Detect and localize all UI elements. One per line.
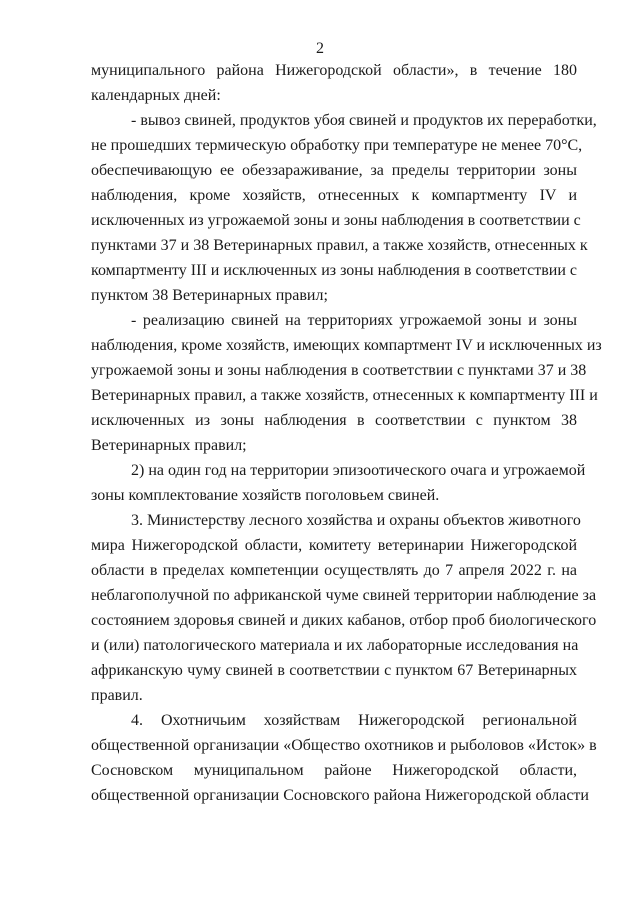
text-line: исключенных из зоны наблюдения в соответствии с пунктом 38	[91, 412, 577, 429]
text-line: календарных дней:	[91, 87, 221, 104]
text-line: - реализацию свиней на территориях угрожаемой зоны и зоны	[131, 312, 577, 329]
text-line: угрожаемой зоны и зоны наблюдения в соответствии с пунктами 37 и 38	[91, 362, 587, 379]
text-line: наблюдения, кроме хозяйств, имеющих компартмент IV и исключенных из	[91, 337, 602, 354]
text-line: состоянием здоровья свиней и диких кабанов, отбор проб биологического	[91, 612, 597, 629]
text-line: зоны комплектование хозяйств поголовьем свиней.	[91, 487, 440, 504]
text-line: неблагополучной по африканской чуме свиней территории наблюдение за	[91, 587, 597, 604]
text-line: мира Нижегородской области, комитету ветеринарии Нижегородской	[91, 537, 577, 554]
text-line: области в пределах компетенции осуществлять до 7 апреля 2022 г. на	[91, 562, 577, 579]
text-line: общественной организации «Общество охотников и рыболовов «Исток» в	[91, 737, 597, 754]
text-line: компартменту III и исключенных из зоны наблюдения в соответствии с	[91, 262, 577, 279]
text-line: - вывоз свиней, продуктов убоя свиней и продуктов их переработки,	[131, 112, 597, 129]
text-line: пунктами 37 и 38 Ветеринарных правил, а также хозяйств, отнесенных к	[91, 237, 588, 254]
text-line: муниципального района Нижегородской области», в течение 180	[91, 62, 577, 79]
text-line: пунктом 38 Ветеринарных правил;	[91, 287, 328, 304]
text-line: 2) на один год на территории эпизоотического очага и угрожаемой	[131, 462, 586, 479]
text-line: общественной организации Сосновского района Нижегородской области	[91, 787, 589, 804]
text-line: исключенных из угрожаемой зоны и зоны наблюдения в соответствии с	[91, 212, 581, 229]
page-number: 2	[316, 40, 324, 57]
text-line: африканскую чуму свиней в соответствии с пунктом 67 Ветеринарных	[91, 662, 577, 679]
text-line: 3. Министерству лесного хозяйства и охраны объектов животного	[131, 512, 581, 529]
text-line: Ветеринарных правил;	[91, 437, 247, 454]
text-line: наблюдения, кроме хозяйств, отнесенных к компартменту IV и	[91, 187, 577, 204]
text-line: Сосновском муниципальном районе Нижегородской области,	[91, 762, 577, 779]
text-line: не прошедших термическую обработку при температуре не менее 70°С,	[91, 137, 583, 154]
text-line: Ветеринарных правил, а также хозяйств, отнесенных к компартменту III и	[91, 387, 598, 404]
document-body	[91, 58, 602, 808]
text-line: обеспечивающую ее обеззараживание, за пределы территории зоны	[91, 162, 577, 179]
text-line: правил.	[91, 687, 143, 704]
text-line: 4. Охотничьим хозяйствам Нижегородской региональной	[131, 712, 577, 729]
text-line: и (или) патологического материала и их лабораторные исследования на	[91, 637, 579, 654]
